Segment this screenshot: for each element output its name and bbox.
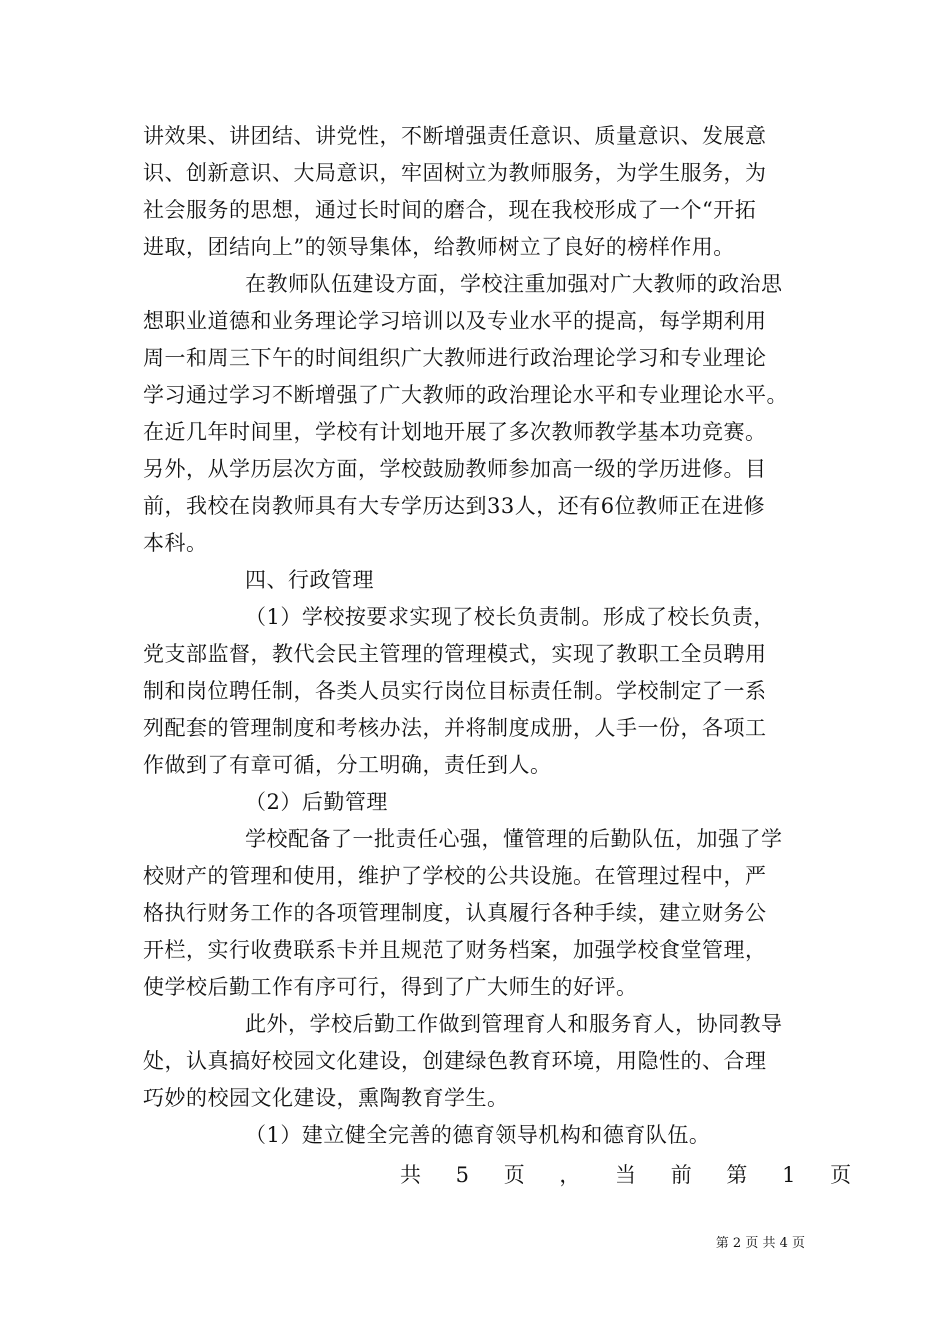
text-line: 进取，团结向上”的领导集体，给教师树立了良好的榜样作用。 bbox=[143, 235, 735, 259]
text-line: 本科。 bbox=[143, 531, 208, 555]
text-line: 开栏，实行收费联系卡并且规范了财务档案，加强学校食堂管理， bbox=[143, 938, 767, 962]
text-line: 处，认真搞好校园文化建设，创建绿色教育环境，用隐性的、合理 bbox=[143, 1049, 767, 1073]
text-line: 使学校后勤工作有序可行，得到了广大师生的好评。 bbox=[143, 975, 638, 999]
text-line: 前，我校在岗教师具有大专学历达到33人，还有6位教师正在进修 bbox=[143, 494, 766, 518]
text-line: 讲效果、讲团结、讲党性，不断增强责任意识、质量意识、发展意 bbox=[143, 124, 767, 148]
section-heading: 四、行政管理 bbox=[245, 568, 374, 592]
text-line: 校财产的管理和使用，维护了学校的公共设施。在管理过程中，严 bbox=[143, 864, 767, 888]
text-line: 格执行财务工作的各项管理制度，认真履行各种手续，建立财务公 bbox=[143, 901, 767, 925]
text-line: （1）学校按要求实现了校长负责制。形成了校长负责， bbox=[245, 605, 775, 629]
text-line: 学校配备了一批责任心强，懂管理的后勤队伍，加强了学 bbox=[245, 827, 783, 851]
subsection-heading: （1）建立健全完善的德育领导机构和德育队伍。 bbox=[245, 1123, 711, 1147]
text-line: 此外，学校后勤工作做到管理育人和服务育人，协同教导 bbox=[245, 1012, 783, 1036]
subsection-heading: （2）后勤管理 bbox=[245, 790, 388, 814]
text-line: 在教师队伍建设方面，学校注重加强对广大教师的政治思 bbox=[245, 272, 783, 296]
text-line: 列配套的管理制度和考核办法，并将制度成册，人手一份，各项工 bbox=[143, 716, 767, 740]
text-line: 巧妙的校园文化建设，熏陶教育学生。 bbox=[143, 1086, 509, 1110]
page-count-footer: 共 5 页 ， 当 前 第 1 页 bbox=[400, 1163, 866, 1187]
page-number: 第 2 页 共 4 页 bbox=[715, 1236, 805, 1251]
text-line: 周一和周三下午的时间组织广大教师进行政治理论学习和专业理论 bbox=[143, 346, 767, 370]
text-line: 社会服务的思想，通过长时间的磨合，现在我校形成了一个“开拓 bbox=[143, 198, 757, 222]
text-line: 学习通过学习不断增强了广大教师的政治理论水平和专业理论水平。 bbox=[143, 383, 788, 407]
text-line: 想职业道德和业务理论学习培训以及专业水平的提高，每学期利用 bbox=[143, 309, 767, 333]
text-line: 在近几年时间里，学校有计划地开展了多次教师教学基本功竞赛。 bbox=[143, 420, 767, 444]
text-line: 识、创新意识、大局意识，牢固树立为教师服务，为学生服务，为 bbox=[143, 161, 767, 185]
text-line: 制和岗位聘任制，各类人员实行岗位目标责任制。学校制定了一系 bbox=[143, 679, 767, 703]
text-line: 作做到了有章可循，分工明确，责任到人。 bbox=[143, 753, 552, 777]
text-line: 另外，从学历层次方面，学校鼓励教师参加高一级的学历进修。目 bbox=[143, 457, 767, 481]
text-line: 党支部监督，教代会民主管理的管理模式，实现了教职工全员聘用 bbox=[143, 642, 767, 666]
